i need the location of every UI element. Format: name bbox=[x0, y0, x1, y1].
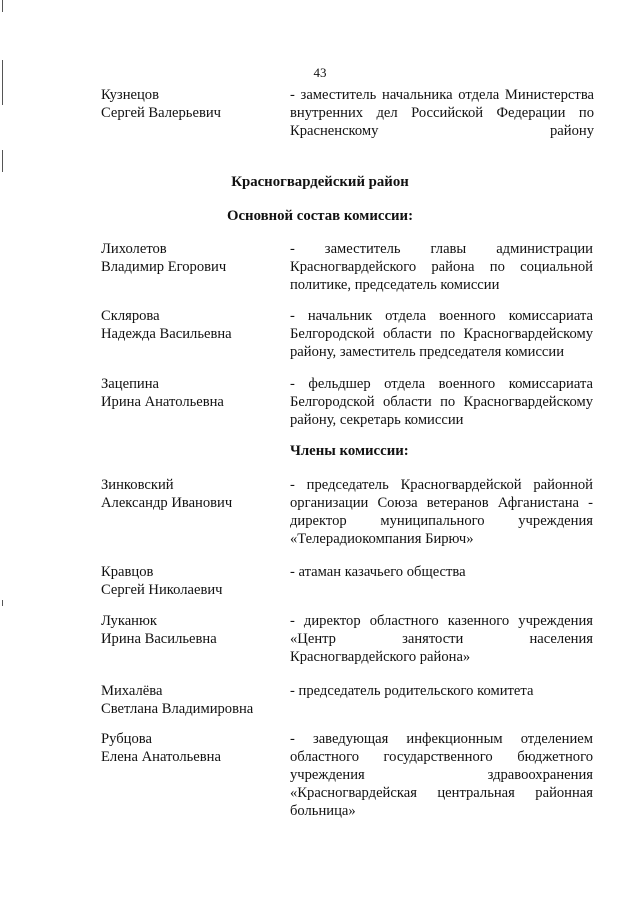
margin-mark bbox=[2, 0, 3, 12]
district-heading: Красногвардейский район bbox=[231, 174, 409, 190]
margin-mark bbox=[2, 150, 3, 172]
person-role: - председатель Красногвардейской районной организации Союза ветеранов Афганистана - директор муниципального учреждения «Телерадиокомпания Бирюч» bbox=[290, 477, 593, 547]
person-role: - председатель родительского комитета bbox=[290, 683, 534, 699]
person-name: Склярова Надежда Васильевна bbox=[101, 308, 232, 342]
margin-mark bbox=[2, 600, 3, 606]
main-composition-heading: Основной состав комиссии: bbox=[226, 208, 413, 224]
person-name: Лихолетов Владимир Егорович bbox=[101, 241, 227, 275]
members-heading: Члены комиссии: bbox=[290, 443, 409, 459]
page-number: 43 bbox=[313, 65, 327, 80]
person-role: - заместитель начальника отдела Министерства внутренних дел Российской Федерации по Красненскому району bbox=[290, 87, 594, 139]
person-role: - фельдшер отдела военного комиссариата Белгородской области по Красногвардейскому району, секретарь комиссии bbox=[290, 376, 593, 428]
person-name: Луканюк Ирина Васильевна bbox=[101, 613, 217, 647]
person-name: Кравцов Сергей Николаевич bbox=[101, 564, 223, 598]
person-role: - заведующая инфекционным отделением областного государственного бюджетного учреждения здравоохранения «Красногвардейская центральная районная больница» bbox=[290, 731, 593, 819]
person-role: - атаман казачьего общества bbox=[290, 564, 466, 580]
person-name: Кузнецов Сергей Валерьевич bbox=[101, 87, 221, 121]
person-name: Зацепина Ирина Анатольевна bbox=[101, 376, 224, 410]
person-role: - заместитель главы администрации Красногвардейского района по социальной политике, председатель комиссии bbox=[290, 241, 593, 293]
person-name: Рубцова Елена Анатольевна bbox=[101, 731, 221, 765]
person-name: Михалёва Светлана Владимировна bbox=[101, 683, 254, 717]
person-name: Зинковский Александр Иванович bbox=[101, 477, 233, 511]
person-role: - начальник отдела военного комиссариата Белгородской области по Красногвардейскому району, заместитель председателя комиссии bbox=[290, 308, 593, 360]
person-role: - директор областного казенного учреждения «Центр занятости населения Красногвардейского района» bbox=[290, 613, 593, 665]
